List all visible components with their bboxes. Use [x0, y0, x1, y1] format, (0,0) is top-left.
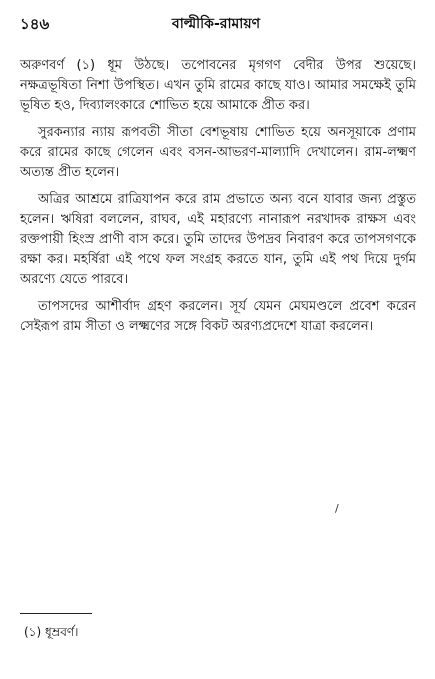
paragraph: অত্রির আশ্রমে রাত্রিযাপন করে রাম প্রভাতে অন্য বনে যাবার জন্য প্রস্তুত হলেন। ঋষিরা বললেন, রাঘব, এই মহারণ্যে নানারূপ নরখাদক রাক্ষস এবং রক্তপায়ী হিংস্র প্রাণী বাস করে। তুমি তাদের উপদ্রব নিবারণ করে তাপসগণকে রক্ষা কর। মহর্ষিরা এই পথে ফল সংগ্রহ করতে যান, তুমি এই পথ দিয়ে দুর্গম অরণ্যে যেতে পারবে। — [20, 192, 416, 287]
footnote-rule — [20, 613, 92, 614]
page-header — [20, 14, 412, 36]
body-text — [20, 56, 416, 344]
paragraph: তাপসদের আশীর্বাদ গ্রহণ করলেন। সূর্য যেমন মেঘমণ্ডলে প্রবেশ করেন সেইরূপ রাম সীতা ও লক্ষ্মণের সঙ্গে বিকট অরণ্যপ্রদেশে যাত্রা করলেন। — [20, 299, 416, 334]
page-number: ১৪৬ — [20, 15, 50, 33]
footnote: (১) ধূম্রবর্ণ। — [24, 625, 79, 639]
running-title: বাল্মীকি-রামায়ণ — [171, 16, 261, 32]
paragraph: অরুণবর্ণ (১) ধূম উঠছে। তপোবনের মৃগগণ বেদীর উপর শুয়েছে। নক্ষত্রভূষিতা নিশা উপস্থিত। এখন তুমি রামের কাছে যাও। আমার সমক্ষেই তুমি ভূষিত হও, দিব্যালংকারে শোভিত হয়ে আমাকে প্রীত কর। — [20, 58, 416, 113]
paragraph: সুরকন্যার ন্যায় রূপবতী সীতা বেশভূষায় শোভিত হয়ে অনসূয়াকে প্রণাম করে রামের কাছে গেলেন এবং বসন-আভরণ-মাল্যাদি দেখালেন। রাম-লক্ষ্মণ অত্যন্ত প্রীত হলেন। — [20, 125, 416, 180]
stray-mark: / — [335, 502, 339, 515]
